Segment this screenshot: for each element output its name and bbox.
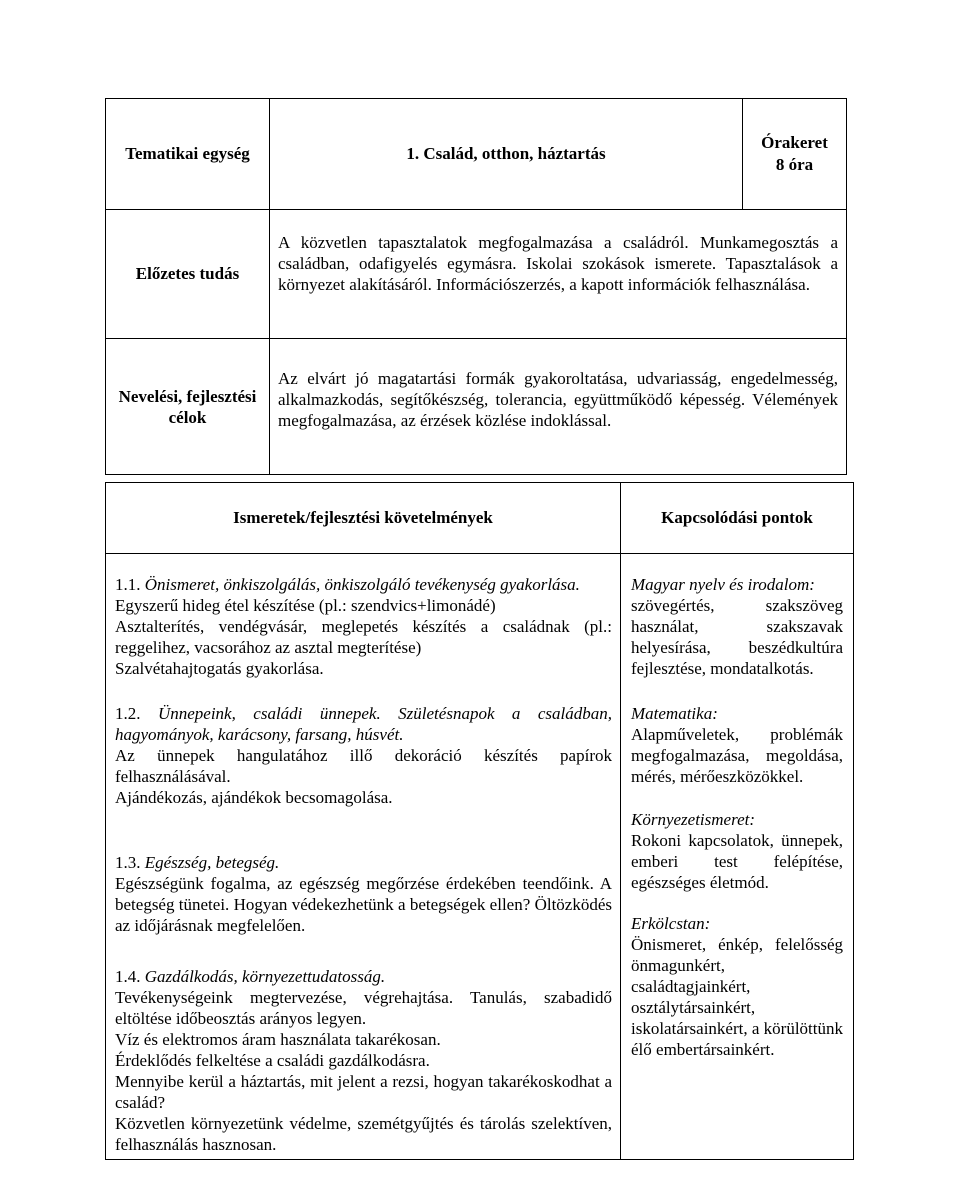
section-number: 1.3. <box>115 853 141 872</box>
section-number: 1.2. <box>115 704 141 723</box>
section-line: Tevékenységeink megtervezése, végrehajtása. Tanulás, szabadidő eltöltése időbeosztás arányos legyen. <box>115 988 612 1028</box>
section-line: Asztalterítés, vendégvásár, meglepetés készítés a családnak (pl.: reggelihez, vacsorához az asztal megterítése) <box>115 617 612 657</box>
connection-subject: Matematika: <box>631 704 718 723</box>
requirements-table <box>105 482 854 1160</box>
prior-text: A közvetlen tapasztalatok megfogalmazása a családról. Munkamegosztás a családban, odafigyelés egymásra. Iskolai szokások ismerete. Tapasztalások a környezet alakításáról. Információszerzés, a kapott információk felhasználása. <box>270 210 847 339</box>
connection-text: Önismeret, énkép, felelősség önmagunkért, családtagjainkért, osztálytársainkért, iskolatársainkért, a körülöttünk élő embertársainkért. <box>631 935 843 1059</box>
connection-text: Rokoni kapcsolatok, ünnepek, emberi test felépítése, egészséges életmód. <box>631 831 843 892</box>
requirements-body-row <box>106 554 854 1160</box>
section-line: Közvetlen környezetünk védelme, szemétgyűjtés és tárolás szelektíven, felhasználás hasznosan. <box>115 1114 612 1154</box>
connection-subject: Magyar nyelv és irodalom: <box>631 575 815 594</box>
connection-subject: Környezetismeret: <box>631 810 756 829</box>
section-line: Egyszerű hideg étel készítése (pl.: szendvics+limonádé) <box>115 596 496 615</box>
connection-hungarian <box>631 574 843 679</box>
connection-math <box>631 703 843 787</box>
section-line: Érdeklődés felkeltése a családi gazdálkodásra. <box>115 1051 430 1070</box>
section-title: Gazdálkodás, környezettudatosság. <box>144 967 386 986</box>
requirements-header-row <box>106 483 854 554</box>
section-1-4 <box>115 966 612 1155</box>
section-line: Az ünnepek hangulatához illő dekoráció készítés papírok felhasználásával. <box>115 746 612 786</box>
section-1-3 <box>115 852 612 936</box>
section-line: Egészségünk fogalma, az egészség megőrzése érdekében teendőink. A betegség tünetei. Hogyan védekezhetünk a betegségek ellen? Öltözködés az időjárásnak megfelelően. <box>115 874 612 935</box>
unit-info-table <box>105 98 847 475</box>
unit-title: 1. Család, otthon, háztartás <box>270 99 743 210</box>
hours-value: 8 óra <box>775 155 814 174</box>
section-line: Víz és elektromos áram használata takarékosan. <box>115 1030 441 1049</box>
prior-label: Előzetes tudás <box>106 210 270 339</box>
section-line: Szalvétahajtogatás gyakorlása. <box>115 659 324 678</box>
goals-row <box>106 339 847 475</box>
connection-text: szövegértés, szakszöveg használat, szakszavak helyesírása, beszédkultúra fejlesztése, mondatalkotás. <box>631 596 843 678</box>
section-heading <box>115 703 612 745</box>
section-title: Ünnepeink, családi ünnepek. Születésnapok a családban, hagyományok, karácsony, farsang, húsvét. <box>115 704 613 744</box>
goals-text: Az elvárt jó magatartási formák gyakoroltatása, udvariasság, engedelmesség, alkalmazkodás, segítőkészség, tolerancia, együttműködő képesség. Vélemények megfogalmazása, az érzések közlése indoklással. <box>270 339 847 475</box>
connection-environment <box>631 809 843 893</box>
section-title: Egészség, betegség. <box>144 853 280 872</box>
section-line: Ajándékozás, ajándékok becsomagolása. <box>115 788 393 807</box>
goals-label: Nevelési, fejlesztési célok <box>106 339 270 475</box>
hours-cell <box>743 99 847 210</box>
hours-label: Órakeret <box>761 133 828 152</box>
section-number: 1.4. <box>115 967 141 986</box>
section-line: Mennyibe kerül a háztartás, mit jelent a rezsi, hogyan takarékoskodhat a család? <box>115 1072 612 1112</box>
prior-knowledge-row <box>106 210 847 339</box>
connection-ethics <box>631 913 843 1060</box>
section-1-1 <box>115 574 612 679</box>
connections-cell <box>621 554 854 1160</box>
unit-label: Tematikai egység <box>106 99 270 210</box>
requirements-header: Ismeretek/fejlesztési követelmények <box>106 483 621 554</box>
section-heading <box>115 574 612 595</box>
connection-text: Alapműveletek, problémák megfogalmazása, megoldása, mérés, mérőeszközökkel. <box>631 725 843 786</box>
section-heading <box>115 852 612 873</box>
connection-subject: Erkölcstan: <box>631 914 711 933</box>
section-1-2 <box>115 703 612 808</box>
requirements-cell <box>106 554 621 1160</box>
unit-row <box>106 99 847 210</box>
connections-header: Kapcsolódási pontok <box>621 483 854 554</box>
section-heading <box>115 966 612 987</box>
section-number: 1.1. <box>115 575 141 594</box>
section-title: Önismeret, önkiszolgálás, önkiszolgáló tevékenység gyakorlása. <box>144 575 580 594</box>
